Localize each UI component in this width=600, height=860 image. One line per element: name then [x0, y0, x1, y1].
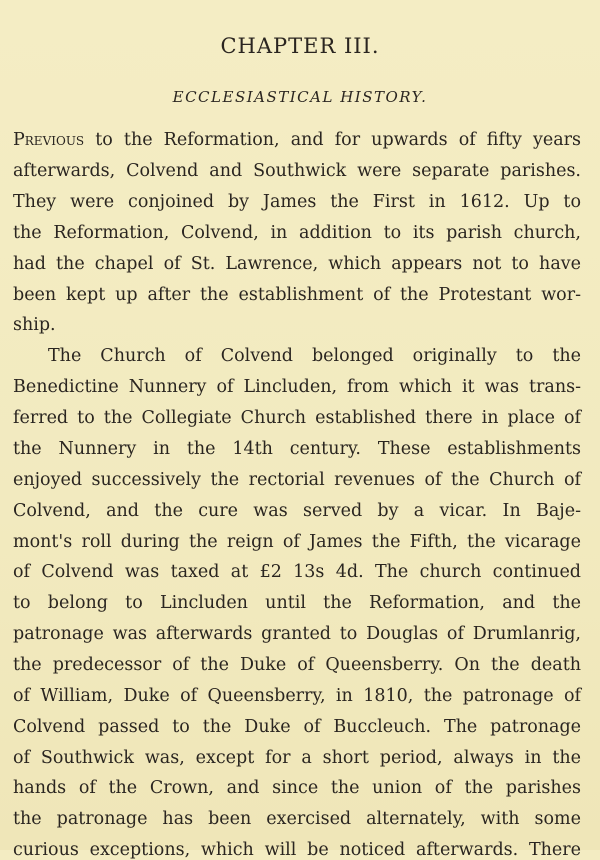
text-line: the predecessor of the Duke of Queensberry. On the death — [13, 655, 581, 675]
text-line: afterwards, Colvend and Southwick were separate parishes. — [13, 161, 581, 181]
text-line: the Nunnery in the 14th century. These establishments — [13, 439, 581, 459]
text-line: The Church of Colvend belonged originally to the — [48, 346, 581, 366]
text-line: patronage was afterwards granted to Douglas of Drumlanrig, — [13, 624, 581, 644]
text-line: Colvend passed to the Duke of Buccleuch. The patronage — [13, 717, 581, 737]
text-line: of Southwick was, except for a short period, always in the — [13, 748, 581, 768]
text-line: to belong to Lincluden until the Reformation, and the — [13, 593, 581, 613]
text-line: the patronage has been exercised alternately, with some — [13, 809, 581, 829]
text-line: Colvend, and the cure was served by a vicar. In Baje- — [13, 501, 581, 521]
text-line: hands of the Crown, and since the union of the parishes — [13, 778, 581, 798]
text-line: Previous to the Reformation, and for upwards of fifty years — [13, 130, 581, 150]
text-line: enjoyed successively the rectorial revenues of the Church of — [13, 470, 581, 490]
text-line: been kept up after the establishment of the Protestant wor- — [13, 285, 581, 305]
text-line: the Reformation, Colvend, in addition to its parish church, — [13, 223, 581, 243]
section-title: ECCLESIASTICAL HISTORY. — [172, 88, 428, 106]
text-line: They were conjoined by James the First in 1612. Up to — [13, 192, 581, 212]
text-line: ferred to the Collegiate Church established there in place of — [13, 408, 581, 428]
text-line: curious exceptions, which will be noticed afterwards. There — [13, 840, 581, 860]
text-line: Benedictine Nunnery of Lincluden, from which it was trans- — [13, 377, 581, 397]
text-line: of Colvend was taxed at £2 13s 4d. The church continued — [13, 562, 581, 582]
chapter-heading: CHAPTER III. — [220, 34, 380, 58]
lead-word: Previous — [13, 130, 85, 150]
text-line: mont's roll during the reign of James the Fifth, the vicarage — [13, 532, 581, 552]
text-line: of William, Duke of Queensberry, in 1810, the patronage of — [13, 686, 581, 706]
text-line: ship. — [13, 315, 56, 335]
text-line: had the chapel of St. Lawrence, which appears not to have — [13, 254, 581, 274]
